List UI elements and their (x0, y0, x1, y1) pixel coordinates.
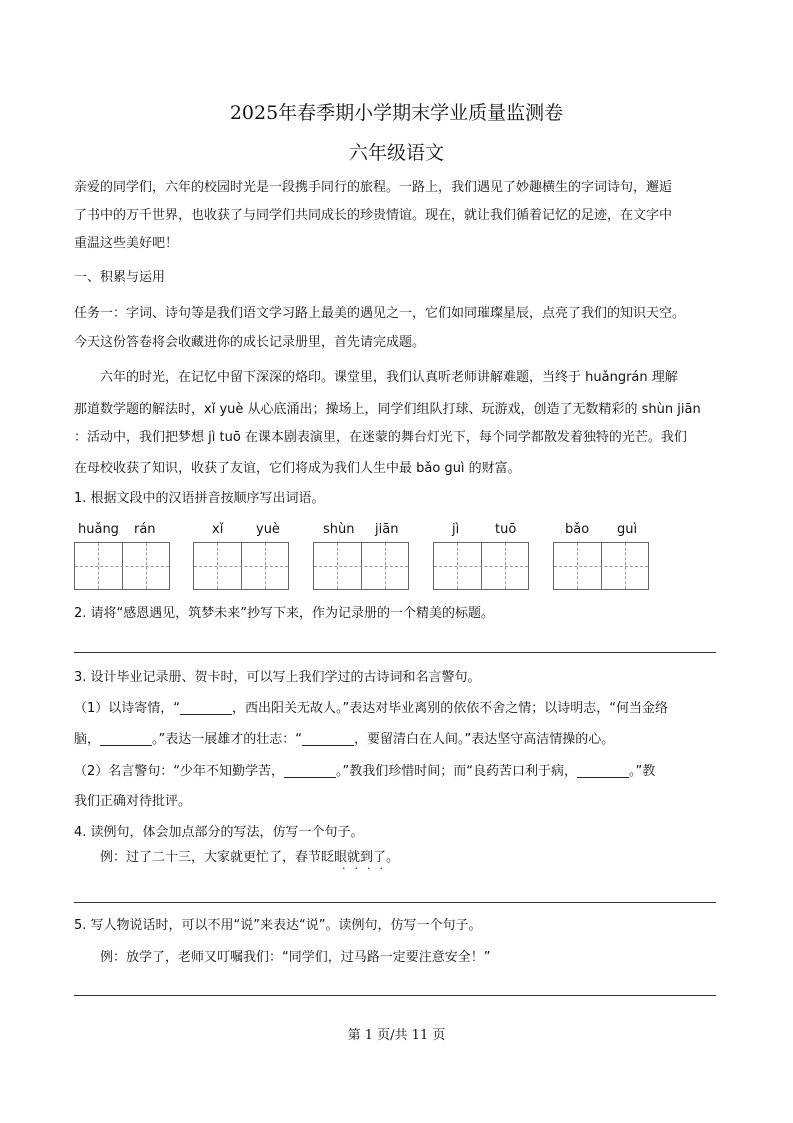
question-4-example: 例：过了二十三，大家就更忙了，春节眨眼就到了。 (100, 850, 400, 865)
passage-line: ：活动中，我们把梦想 jì tuō 在课本剧表演里，在迷蒙的舞台灯光下，每个同学都散发着独特的光芒。我们 (74, 430, 687, 445)
pinyin-label: jiān (375, 522, 399, 537)
page-footer: 第 1 页/共 11 页 (347, 1028, 446, 1043)
passage-line: 那道数学题的解法时，xǐ yuè 从心底涌出；操场上，同学们组队打球、玩游戏，创造了无数精彩的 shùn jiān (74, 402, 701, 417)
passage-line: 六年的时光，在记忆中留下深深的烙印。课堂里，我们认真听老师讲解难题，当终于 huǎngrán 理解 (100, 370, 678, 385)
pinyin-label: yuè (256, 522, 280, 537)
exam-subtitle: 六年级语文 (348, 142, 444, 164)
intro-line: 重温这些美好吧！ (74, 236, 179, 251)
passage-line: 在母校收获了知识，收获了友谊，它们将成为我们人生中最 bǎo guì 的财富。 (74, 461, 521, 476)
pinyin-label: bǎo (565, 522, 590, 537)
answer-line-2[interactable] (74, 652, 716, 653)
task1-line: 今天这份答卷将会收藏进你的成长记录册里，首先请完成题。 (74, 335, 426, 350)
question-3: 3. 设计毕业记录册、贺卡时，可以写上我们学过的古诗词和名言警句。 (74, 670, 481, 685)
pinyin-label: huǎng (78, 522, 119, 537)
pinyin-label: xǐ (212, 522, 224, 537)
exam-title: 2025年春季期小学期末学业质量监测卷 (229, 102, 564, 124)
question-3-1: （1）以诗寄情，“________，西出阳关无故人。”表达对毕业离别的依依不舍之情；以诗明志，“何当金络 (74, 701, 668, 716)
answer-line-5[interactable] (74, 995, 716, 996)
question-1: 1. 根据文段中的汉语拼音按顺序写出词语。 (74, 491, 325, 506)
question-3-1: 脑，________。”表达一展雄才的壮志：“________，要留清白在人间。”表达坚守高洁情操的心。 (74, 732, 615, 747)
answer-grid-5[interactable] (553, 542, 649, 590)
question-4: 4. 读例句，体会加点部分的写法，仿写一个句子。 (74, 825, 364, 840)
answer-grid-1[interactable] (74, 542, 170, 590)
pinyin-label: jì (452, 522, 460, 537)
intro-line: 亲爱的同学们，六年的校园时光是一段携手同行的旅程。一路上，我们遇见了妙趣横生的字词诗句，邂逅 (74, 180, 673, 195)
pinyin-label: shùn (323, 522, 355, 537)
pinyin-label: rán (134, 522, 156, 537)
question-5-example: 例：放学了，老师又叮嘱我们：“同学们，过马路一定要注意安全！” (100, 950, 491, 965)
answer-grid-4[interactable] (433, 542, 529, 590)
answer-grid-3[interactable] (313, 542, 409, 590)
pinyin-label: guì (617, 522, 638, 537)
answer-grid-2[interactable] (193, 542, 289, 590)
emphasis-dots: ···· (342, 862, 392, 875)
pinyin-label: tuō (495, 522, 517, 537)
task1-line: 任务一：字词、诗句等是我们语文学习路上最美的遇见之一，它们如同璀璨星辰，点亮了我们的知识天空。 (74, 306, 686, 321)
question-3-2: （2）名言警句：“少年不知勤学苦，________。”教我们珍惜时间；而“良药苦口利于病，________。”教 (74, 764, 656, 779)
section-heading: 一、积累与运用 (74, 270, 166, 285)
question-3-2: 我们正确对待批评。 (74, 794, 192, 809)
answer-line-4[interactable] (74, 902, 716, 903)
question-2: 2. 请将“感恩遇见，筑梦未来”抄写下来，作为记录册的一个精美的标题。 (74, 606, 495, 621)
question-5: 5. 写人物说话时，可以不用“说”来表达“说”。读例句，仿写一个句子。 (74, 918, 482, 933)
intro-line: 了书中的万千世界，也收获了与同学们共同成长的珍贵情谊。现在，就让我们循着记忆的足迹，在文字中 (74, 208, 673, 223)
